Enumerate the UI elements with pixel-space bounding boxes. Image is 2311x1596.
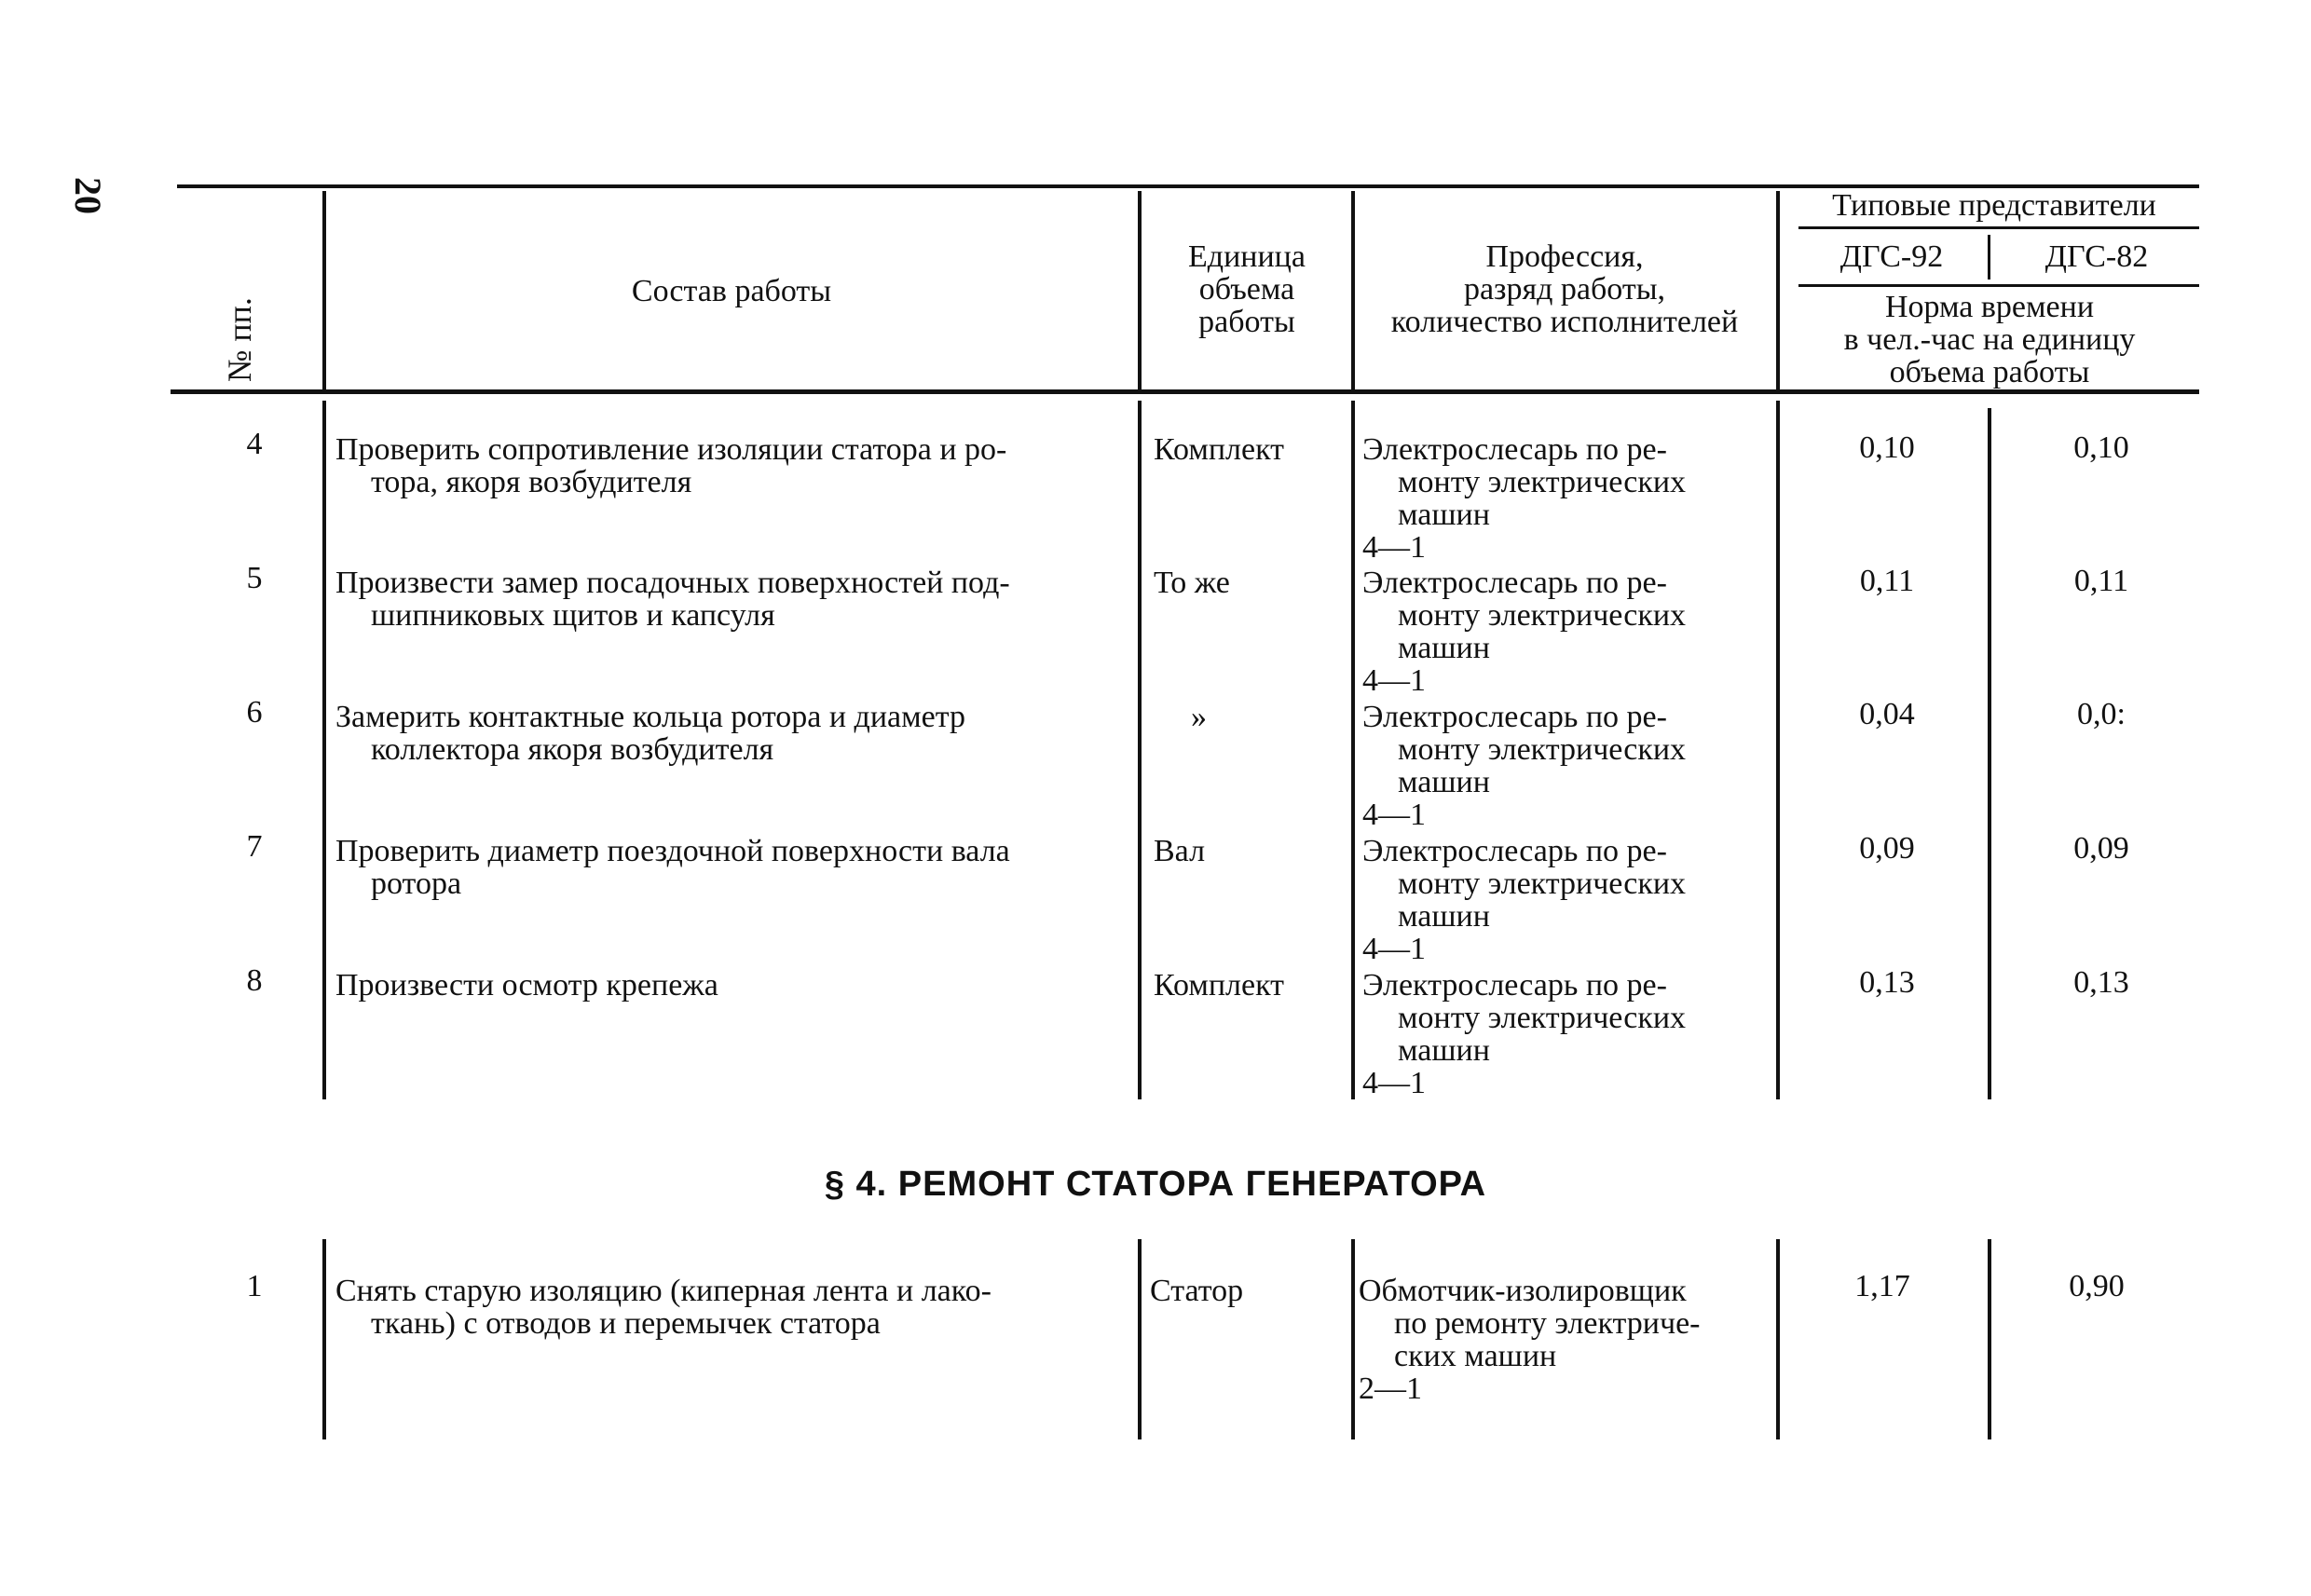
row-4-prof-line-4: 4—1 — [1362, 530, 1426, 565]
section-sep-4 — [1776, 1239, 1780, 1439]
header-sep-2 — [1138, 191, 1142, 389]
header-type-2: ДГС-82 — [2044, 239, 2149, 274]
row-6-v1: 0,04 — [1859, 697, 1915, 731]
row-6-desc — [335, 701, 1137, 766]
row-4-desc-line-2: тора, якоря возбудителя — [371, 465, 692, 499]
body-sep-3 — [1351, 401, 1355, 1099]
row-4-num: 4 — [246, 427, 263, 461]
header-prof-line-2: разряд работы, — [1463, 272, 1666, 307]
types-sub-rule — [1798, 226, 2199, 229]
section-row-1-desc-line-2: ткань) с отводов и перемычек статора — [371, 1306, 881, 1341]
header-sep-5 — [1988, 235, 1990, 280]
row-4-prof-line-3: машин — [1398, 498, 1490, 532]
header-unit-line-2: объема — [1198, 272, 1295, 307]
body-sep-1 — [322, 401, 326, 1099]
section-row-1-unit: Статор — [1150, 1274, 1244, 1308]
row-7-prof-line-2: монту электрических — [1398, 866, 1687, 901]
section-row-1-desc-line-1: Снять старую изоляцию (киперная лента и лако- — [335, 1274, 991, 1308]
header-profession — [1354, 240, 1775, 338]
row-8-prof-line-1: Электрослесарь по ре- — [1362, 968, 1667, 1003]
header-norm-line-3: объема работы — [1889, 355, 2090, 389]
row-6-prof-line-4: 4—1 — [1362, 798, 1426, 832]
row-5-prof-line-1: Электрослесарь по ре- — [1362, 566, 1667, 600]
row-7-unit: Вал — [1154, 834, 1206, 868]
header-bottom-rule — [171, 389, 2199, 394]
header-work: Состав работы — [631, 274, 832, 308]
row-8-prof — [1362, 969, 1763, 1099]
row-8-prof-line-2: монту электрических — [1398, 1001, 1687, 1035]
row-7-prof-line-4: 4—1 — [1362, 932, 1426, 966]
section-row-1-prof — [1359, 1275, 1759, 1405]
row-6-unit: » — [1191, 700, 1207, 734]
section-row-1-v1: 1,17 — [1854, 1269, 1910, 1303]
section-row-1-num: 1 — [246, 1269, 263, 1303]
row-4-v1: 0,10 — [1859, 430, 1915, 465]
section-sep-1 — [322, 1239, 326, 1439]
header-unit — [1142, 240, 1351, 338]
row-6-prof-line-3: машин — [1398, 765, 1490, 799]
row-7-desc-line-2: ротора — [371, 866, 462, 901]
row-8-v1: 0,13 — [1859, 965, 1915, 1000]
row-4-prof-line-1: Электрослесарь по ре- — [1362, 432, 1667, 467]
body-sep-2 — [1138, 401, 1142, 1099]
header-prof-line-1: Профессия, — [1485, 239, 1644, 274]
row-6-desc-line-1: Замерить контактные кольца ротора и диаметр — [335, 700, 966, 734]
row-8-desc — [335, 969, 1137, 1002]
row-5-unit: То же — [1154, 566, 1230, 600]
row-6-desc-line-2: коллектора якоря возбудителя — [371, 732, 774, 767]
header-norm-line-1: Норма времени — [1884, 290, 2095, 324]
section-row-1-prof-line-3: ских машин — [1394, 1339, 1557, 1373]
body-sep-5 — [1988, 408, 1991, 1099]
header-type-1: ДГС-92 — [1839, 239, 1944, 274]
section-row-1-prof-line-2: по ремонту электриче- — [1394, 1306, 1701, 1341]
row-5-desc — [335, 566, 1137, 632]
section-title: § 4. РЕМОНТ СТАТОРА ГЕНЕРАТОРА — [824, 1165, 1487, 1204]
section-sep-2 — [1138, 1239, 1142, 1439]
row-7-prof-line-3: машин — [1398, 899, 1490, 934]
row-5-prof-line-4: 4—1 — [1362, 663, 1426, 698]
row-5-v2: 0,11 — [2073, 564, 2129, 598]
page-number: 20 — [67, 177, 109, 214]
row-8-num: 8 — [246, 963, 263, 998]
row-7-prof-line-1: Электрослесарь по ре- — [1362, 834, 1667, 868]
row-8-prof-line-3: машин — [1398, 1033, 1490, 1068]
row-8-prof-line-4: 4—1 — [1362, 1066, 1426, 1100]
row-8-v2: 0,13 — [2073, 965, 2129, 1000]
row-8-unit: Комплект — [1154, 968, 1285, 1003]
header-num: № пп. — [221, 297, 258, 382]
row-5-desc-line-2: шипниковых щитов и капсуля — [371, 598, 775, 633]
section-sep-5 — [1988, 1239, 1991, 1439]
row-6-prof — [1362, 701, 1763, 831]
row-5-prof-line-2: монту электрических — [1398, 598, 1687, 633]
header-prof-line-3: количество исполнителей — [1390, 305, 1739, 339]
norm-sub-rule — [1798, 284, 2199, 287]
row-4-v2: 0,10 — [2073, 430, 2129, 465]
row-7-v2: 0,09 — [2073, 831, 2129, 866]
header-norm — [1780, 291, 2199, 389]
row-7-desc — [335, 835, 1137, 900]
header-unit-line-1: Единица — [1188, 239, 1306, 274]
row-5-prof — [1362, 566, 1763, 697]
row-6-prof-line-2: монту электрических — [1398, 732, 1687, 767]
row-6-num: 6 — [246, 695, 263, 730]
row-7-desc-line-1: Проверить диаметр поездочной поверхности вала — [335, 834, 1010, 868]
section-sep-3 — [1351, 1239, 1355, 1439]
row-7-num: 7 — [246, 829, 263, 864]
section-row-1-prof-line-1: Обмотчик-изолировщик — [1359, 1274, 1687, 1308]
header-types: Типовые представители — [1832, 188, 2156, 223]
body-sep-4 — [1776, 401, 1780, 1099]
row-4-desc — [335, 433, 1137, 498]
section-row-1-desc — [335, 1275, 1137, 1340]
row-5-num: 5 — [246, 561, 263, 595]
row-4-desc-line-1: Проверить сопротивление изоляции статора и ро- — [335, 432, 1007, 467]
row-4-unit: Комплект — [1154, 432, 1285, 467]
header-unit-line-3: работы — [1198, 305, 1295, 339]
row-5-v1: 0,11 — [1859, 564, 1915, 598]
section-row-1-prof-line-4: 2—1 — [1359, 1371, 1422, 1406]
row-4-prof-line-2: монту электрических — [1398, 465, 1687, 499]
header-norm-line-2: в чел.-час на единицу — [1843, 322, 2136, 357]
row-6-prof-line-1: Электрослесарь по ре- — [1362, 700, 1667, 734]
row-7-v1: 0,09 — [1859, 831, 1915, 866]
section-row-1-v2: 0,90 — [2069, 1269, 2125, 1303]
row-8-desc-line-1: Произвести осмотр крепежа — [335, 968, 718, 1003]
row-7-prof — [1362, 835, 1763, 965]
row-4-prof — [1362, 433, 1763, 564]
row-5-prof-line-3: машин — [1398, 631, 1490, 665]
row-5-desc-line-1: Произвести замер посадочных поверхностей под- — [335, 566, 1010, 600]
row-6-v2: 0,0: — [2077, 697, 2126, 731]
